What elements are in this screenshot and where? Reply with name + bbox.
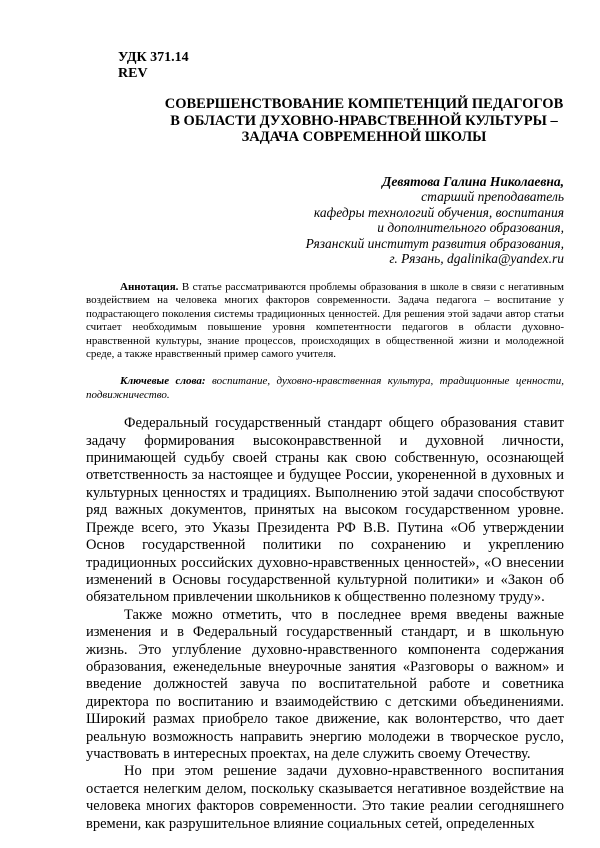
author-affiliation-line: кафедры технологий обучения, воспитания [313,204,564,220]
author-affiliation-line: старший преподаватель [421,189,564,204]
author-name: Девятова Галина Николаевна, [382,173,564,189]
keywords-text: воспитание, духовно-нравственная культура, традиционные ценности, подвижничество. [86,375,565,401]
article-title-line: В ОБЛАСТИ ДУХОВНО-НРАВСТВЕННОЙ КУЛЬТУРЫ – [170,112,558,129]
keywords [86,375,564,402]
body-paragraph: Также можно отметить, что в последнее время введены важные изменения и в Федеральный государственный стандарт, и в школьную жизнь. Это углубление духовно-нравственного компонента содержания образования, еженедельные внеурочные занятия «Разговоры о важном» и введение должностей завуча по воспитательной работе и советника директора по воспитанию и взаимодействию с детскими объединениями. Широкий размах приобрело такое движение, как волонтерство, что дает реальную возможность направить энергию молодежи в творческое русло, участвовать в интересных проектах, на деле служить своему Отечеству. [86,606,564,762]
rev-label: REV [118,66,148,81]
author-affiliation-line: и дополнительного образования, [377,220,564,235]
abstract-text: В статье рассматриваются проблемы образования в школе в связи с негативным воздействием на человека многих факторов современности. Задача педагога – воспитание у подрастающего поколения системы традиционных ценностей. Для решения этой задачи автор статьи считает необходимым повышение уровня компетентности педагогов в области духовно-нравственной культуры, знание процессов, происходящих в общественной жизни и молодежной среде, а также нравственный пример самого учителя. [86,280,565,361]
keywords-label: Ключевые слова: [120,375,206,388]
abstract-label: Аннотация. [120,280,179,293]
author-affiliation-line: Рязанский институт развития образования, [305,235,564,251]
author-block [86,174,564,267]
article-title-line: ЗАДАЧА СОВРЕМЕННОЙ ШКОЛЫ [241,129,487,145]
article-title-line: СОВЕРШЕНСТВОВАНИЕ КОМПЕТЕНЦИЙ ПЕДАГОГОВ [164,96,564,112]
article-body [86,415,564,833]
abstract [86,281,564,363]
author-email-line: г. Рязань, dgalinika@yandex.ru [389,251,564,266]
body-paragraph: Федеральный государственный стандарт общего образования ставит задачу формирования высоконравственной и духовной личности, принимающей судьбу своей страны как свою собственную, осознающей ответственность за настоящее и будущее России, укорененной в духовных и культурных ценностях и традициях. Выполнению этой задачи способствуют ряд важных документов, принятых на высоком государственном уровне. Прежде всего, это Указы Президента РФ В.В. Путина «Об утверждении Основ государственной политики по сохранению и укреплению традиционных российских духовно-нравственных ценностей», «О внесении изменений в Основы государственной культурной политики» и «Закон об обязательном привлечении школьников к общественно полезному труду». [86,415,564,606]
article-title [164,96,564,146]
body-paragraph: Но при этом решение задачи духовно-нравственного воспитания остается нелегким делом, поскольку сказывается негативное воздействие на человека многих факторов современности. Это такие реалии сегодняшнего времени, как разрушительное влияние социальных сетей, определенных [86,763,564,832]
udc-block [118,50,564,82]
udc-number: УДК 371.14 [118,50,189,65]
